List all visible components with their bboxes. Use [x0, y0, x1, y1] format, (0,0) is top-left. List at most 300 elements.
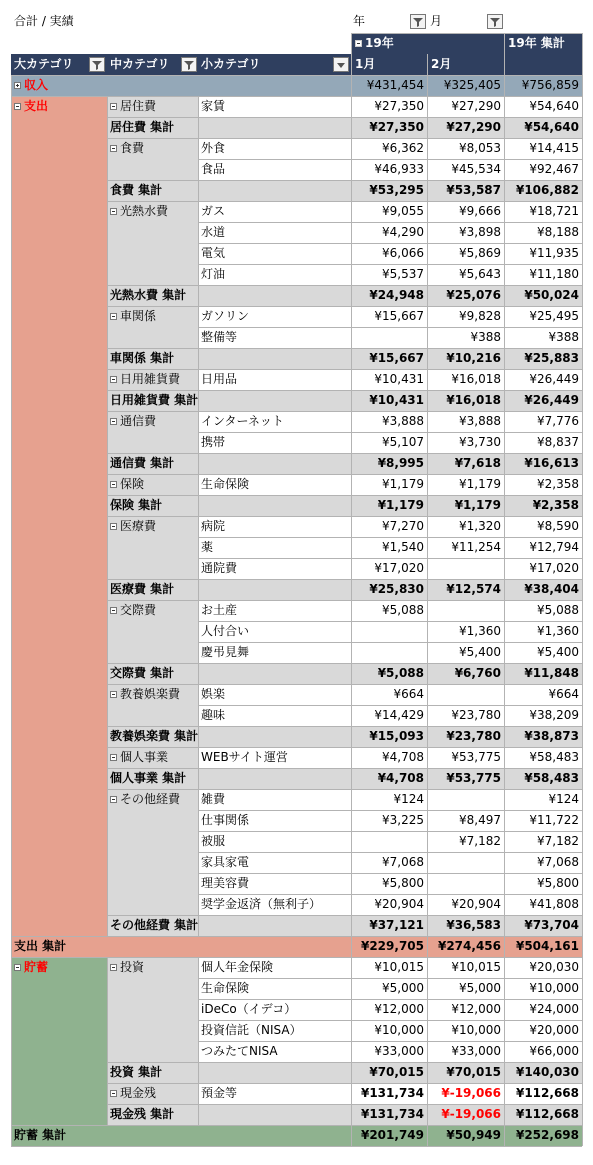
- subtotal-month-2: ¥36,583: [446, 918, 501, 932]
- grid-line: [198, 747, 582, 748]
- value-month-2: [427, 600, 504, 621]
- sub-category-cell[interactable]: 生命保険: [201, 981, 250, 995]
- sub-category-cell[interactable]: 家具家電: [201, 855, 250, 869]
- grid-line: [107, 411, 198, 412]
- value-total: ¥17,020: [529, 561, 579, 575]
- sub-category-cell[interactable]: iDeCo（イデコ）: [201, 1002, 297, 1016]
- sub-category-cell[interactable]: 携帯: [201, 435, 226, 449]
- subtotal-month-2: ¥10,216: [446, 351, 501, 365]
- grid-line: [198, 264, 582, 265]
- value-month-2: ¥33,000: [451, 1044, 501, 1058]
- grid-line: [198, 642, 582, 643]
- value-month-2: ¥23,780: [451, 708, 501, 722]
- grid-line: [107, 1062, 582, 1063]
- grid-line: [198, 516, 582, 517]
- sub-category-cell[interactable]: お土産: [201, 603, 238, 617]
- grid-line: [198, 810, 582, 811]
- value-month-2: ¥11,254: [451, 540, 501, 554]
- subtotal-month-1: ¥15,093: [369, 729, 424, 743]
- value-month-1: ¥131,734: [360, 1086, 424, 1100]
- year-header-cell[interactable]: [351, 33, 504, 54]
- grid-line: [427, 54, 428, 1146]
- month-header-2[interactable]: [427, 54, 504, 75]
- subtotal-month-1: ¥5,088: [377, 666, 424, 680]
- subtotal-total: ¥26,449: [524, 393, 579, 407]
- grid-line: [107, 957, 108, 1125]
- value-month-1: ¥10,015: [374, 960, 424, 974]
- subtotal-month-1: ¥15,667: [369, 351, 424, 365]
- year-total-label: 19年 集計: [508, 36, 565, 50]
- grand-total-total: ¥504,161: [515, 939, 579, 953]
- value-month-1: ¥17,020: [374, 561, 424, 575]
- grid-line: [198, 1041, 582, 1042]
- expand-icon[interactable]: [14, 82, 21, 89]
- mid-category-cell[interactable]: [107, 1083, 198, 1104]
- subtotal-total: ¥73,704: [524, 918, 579, 932]
- month-filter-button[interactable]: [487, 14, 503, 29]
- value-month-1: ¥7,270: [382, 519, 424, 533]
- grid-line: [107, 726, 582, 727]
- sub-category-cell[interactable]: 食品: [201, 162, 226, 176]
- month-header-1[interactable]: [351, 54, 427, 75]
- grid-line: [107, 495, 582, 496]
- mid-category-label: 教養娯楽費: [120, 687, 181, 701]
- subtotal-label[interactable]: 現金残 集計: [110, 1107, 175, 1121]
- filter-icon: [91, 59, 103, 71]
- subtotal-month-2: ¥16,018: [446, 393, 501, 407]
- mid-category-cell[interactable]: [107, 96, 198, 117]
- sub-category-cell[interactable]: インターネット: [201, 414, 284, 428]
- value-total: ¥8,590: [537, 519, 579, 533]
- subtotal-month-1: ¥24,948: [369, 288, 424, 302]
- expense-category-panel: [11, 96, 107, 936]
- expense-category-cell[interactable]: [14, 96, 48, 117]
- subtotal-month-1: ¥8,995: [377, 456, 424, 470]
- collapse-icon[interactable]: [355, 40, 362, 47]
- value-month-2: ¥27,290: [451, 99, 501, 113]
- value-month-2: ¥5,000: [459, 981, 501, 995]
- value-month-1: ¥33,000: [374, 1044, 424, 1058]
- collapse-icon[interactable]: [110, 418, 117, 425]
- value-month-1: ¥12,000: [374, 1002, 424, 1016]
- mid-category-cell[interactable]: [107, 138, 198, 159]
- subtotal-month-2: ¥7,618: [454, 456, 501, 470]
- subtotal-label[interactable]: 食費 集計: [110, 183, 163, 197]
- income-label-cell[interactable]: [14, 75, 48, 96]
- mid-category-cell[interactable]: [107, 684, 198, 705]
- income-label: 収入: [24, 78, 49, 92]
- value-total: ¥12,794: [529, 540, 579, 554]
- col-header-mid[interactable]: 中カテゴリ: [110, 57, 170, 71]
- value-month-2: ¥1,179: [459, 477, 501, 491]
- grid-line: [198, 705, 582, 706]
- grid-line: [107, 96, 108, 936]
- value-month-2: ¥3,888: [459, 414, 501, 428]
- income-m2: ¥325,405: [443, 78, 501, 92]
- mid-category-cell[interactable]: [107, 516, 198, 537]
- expense-label: 支出: [24, 99, 49, 113]
- subtotal-month-2: ¥70,015: [446, 1065, 501, 1079]
- major-category-filter-button[interactable]: [89, 57, 105, 72]
- subtotal-total: ¥112,668: [515, 1107, 579, 1121]
- value-total: ¥38,209: [529, 708, 579, 722]
- value-month-1: ¥124: [393, 792, 424, 806]
- grid-line: [107, 1104, 582, 1105]
- savings-category-cell[interactable]: [14, 957, 48, 978]
- grid-line: [198, 558, 582, 559]
- subtotal-total: ¥54,640: [524, 120, 579, 134]
- subtotal-month-1: ¥53,295: [369, 183, 424, 197]
- sub-category-cell[interactable]: 外食: [201, 141, 226, 155]
- grid-line: [198, 999, 582, 1000]
- value-total: ¥14,415: [529, 141, 579, 155]
- sub-category-cell[interactable]: 被服: [201, 834, 226, 848]
- grid-line: [11, 1146, 582, 1147]
- sub-category-cell[interactable]: 灯油: [201, 267, 226, 281]
- mid-category-cell[interactable]: [107, 957, 198, 978]
- mid-category-label: 個人事業: [120, 750, 169, 764]
- mid-category-cell[interactable]: [107, 789, 198, 810]
- grand-total-total: ¥252,698: [515, 1128, 579, 1142]
- collapse-icon[interactable]: [110, 523, 117, 530]
- subtotal-total: ¥25,883: [524, 351, 579, 365]
- grid-line: [11, 75, 582, 76]
- mid-category-label: 現金残: [120, 1086, 157, 1100]
- value-month-1: ¥5,800: [382, 876, 424, 890]
- mid-category-label: 光熱水費: [120, 204, 169, 218]
- sub-category-cell[interactable]: 仕事関係: [201, 813, 250, 827]
- sub-category-cell[interactable]: 整備等: [201, 330, 238, 344]
- value-month-2: ¥5,869: [459, 246, 501, 260]
- subtotal-month-2: ¥53,587: [446, 183, 501, 197]
- value-month-2: ¥8,497: [459, 813, 501, 827]
- mid-category-cell[interactable]: [107, 411, 198, 432]
- mid-category-label: 医療費: [120, 519, 157, 533]
- subtotal-total: ¥38,873: [524, 729, 579, 743]
- mid-category-label: 投資: [120, 960, 145, 974]
- grid-line: [504, 33, 505, 1146]
- value-total: ¥388: [548, 330, 579, 344]
- value-total: ¥92,467: [529, 162, 579, 176]
- grid-line: [198, 957, 582, 958]
- value-month-2: ¥3,898: [459, 225, 501, 239]
- value-month-1: ¥664: [393, 687, 424, 701]
- sub-category-cell[interactable]: 雑費: [201, 792, 226, 806]
- grid-line: [198, 894, 582, 895]
- collapse-icon[interactable]: [110, 1090, 117, 1097]
- mid-category-cell[interactable]: [107, 306, 198, 327]
- value-total: ¥25,495: [529, 309, 579, 323]
- subtotal-total: ¥11,848: [524, 666, 579, 680]
- year-total-header: [504, 33, 582, 75]
- grid-line: [107, 768, 582, 769]
- sub-category-dropdown-button[interactable]: [333, 57, 349, 72]
- month-field-label: 月: [430, 14, 443, 28]
- col-header-sub[interactable]: 小カテゴリ: [201, 57, 261, 71]
- grid-line: [198, 222, 582, 223]
- value-total: ¥124: [548, 792, 579, 806]
- subtotal-month-2: ¥-19,066: [441, 1107, 501, 1121]
- sub-category-cell[interactable]: 病院: [201, 519, 226, 533]
- value-total: ¥5,800: [537, 876, 579, 890]
- value-month-2: [427, 789, 504, 810]
- sub-category-cell[interactable]: 奨学金返済（無利子）: [201, 897, 322, 911]
- value-month-2: ¥5,643: [459, 267, 501, 281]
- value-month-1: ¥3,225: [382, 813, 424, 827]
- pivot-title: 合計 / 実績: [14, 14, 74, 28]
- grid-line: [107, 957, 198, 958]
- sub-category-cell[interactable]: WEBサイト運営: [201, 750, 288, 764]
- value-month-2: ¥1,320: [459, 519, 501, 533]
- grid-line: [107, 600, 198, 601]
- sub-category-cell[interactable]: 投資信託（NISA）: [201, 1023, 302, 1037]
- value-total: ¥54,640: [529, 99, 579, 113]
- mid-category-label: 食費: [120, 141, 145, 155]
- sub-category-cell[interactable]: 個人年金保険: [201, 960, 274, 974]
- subtotal-label[interactable]: 投資 集計: [110, 1065, 163, 1079]
- grid-line: [107, 138, 198, 139]
- collapse-icon[interactable]: [110, 145, 117, 152]
- grand-total-month-1: ¥229,705: [360, 939, 424, 953]
- grid-line: [107, 348, 582, 349]
- value-month-2: ¥8,053: [459, 141, 501, 155]
- value-total: ¥664: [548, 687, 579, 701]
- grid-line: [107, 201, 198, 202]
- subtotal-month-2: ¥12,574: [446, 582, 501, 596]
- income-m1: ¥431,454: [366, 78, 424, 92]
- subtotal-label[interactable]: 保険 集計: [110, 498, 163, 512]
- mid-category-cell[interactable]: [107, 747, 198, 768]
- sub-category-cell[interactable]: 薬: [201, 540, 214, 554]
- sub-category-cell[interactable]: 生命保険: [201, 477, 250, 491]
- sub-category-cell[interactable]: 日用品: [201, 372, 238, 386]
- sub-category-cell[interactable]: 電気: [201, 246, 226, 260]
- subtotal-label[interactable]: その他経費 集計: [110, 918, 199, 932]
- collapse-icon[interactable]: [110, 607, 117, 614]
- mid-category-label: 保険: [120, 477, 145, 491]
- mid-category-cell[interactable]: [107, 201, 198, 222]
- sub-category-cell[interactable]: 娯楽: [201, 687, 226, 701]
- sub-category-cell[interactable]: つみたてNISA: [201, 1044, 278, 1058]
- value-month-2: ¥53,775: [451, 750, 501, 764]
- grid-line: [198, 1083, 582, 1084]
- value-month-1: ¥10,431: [374, 372, 424, 386]
- mid-category-label: 交際費: [120, 603, 157, 617]
- grid-line: [198, 621, 582, 622]
- value-total: ¥26,449: [529, 372, 579, 386]
- value-total: ¥1,360: [537, 624, 579, 638]
- subtotal-label[interactable]: 医療費 集計: [110, 582, 175, 596]
- filter-icon: [183, 59, 195, 71]
- grid-line: [107, 579, 582, 580]
- sub-category-cell[interactable]: 水道: [201, 225, 226, 239]
- collapse-icon[interactable]: [110, 964, 117, 971]
- grand-total-month-1: ¥201,749: [360, 1128, 424, 1142]
- filter-icon: [412, 16, 424, 28]
- subtotal-month-1: ¥10,431: [369, 393, 424, 407]
- grand-total-month-2: ¥274,456: [437, 939, 501, 953]
- grid-line: [351, 33, 352, 1146]
- year-filter-button[interactable]: [410, 14, 426, 29]
- value-month-2: [427, 873, 504, 894]
- grid-line: [198, 306, 582, 307]
- subtotal-total: ¥16,613: [524, 456, 579, 470]
- grid-line: [107, 789, 198, 790]
- grand-total-label[interactable]: 貯蓄 集計: [14, 1128, 67, 1142]
- value-month-1: ¥5,537: [382, 267, 424, 281]
- grid-line: [107, 663, 582, 664]
- subtotal-month-2: ¥27,290: [446, 120, 501, 134]
- collapse-icon[interactable]: [110, 103, 117, 110]
- value-month-1: ¥7,068: [382, 855, 424, 869]
- value-total: ¥112,668: [515, 1086, 579, 1100]
- sub-category-cell[interactable]: 理美容費: [201, 876, 250, 890]
- subtotal-total: ¥140,030: [515, 1065, 579, 1079]
- value-month-1: ¥6,362: [382, 141, 424, 155]
- sub-category-cell[interactable]: 人付合い: [201, 624, 250, 638]
- sub-category-cell[interactable]: 通院費: [201, 561, 238, 575]
- sub-category-cell[interactable]: 家賃: [201, 99, 226, 113]
- grid-line: [198, 243, 582, 244]
- value-month-2: [427, 684, 504, 705]
- grand-total-label[interactable]: 支出 集計: [14, 939, 67, 953]
- month-1-label: 1月: [355, 57, 376, 71]
- collapse-icon[interactable]: [110, 796, 117, 803]
- value-total: ¥11,935: [529, 246, 579, 260]
- mid-category-label: 日用雑貨費: [120, 372, 181, 386]
- value-month-1: ¥5,088: [382, 603, 424, 617]
- grid-line: [107, 306, 198, 307]
- collapse-icon[interactable]: [110, 691, 117, 698]
- subtotal-total: ¥50,024: [524, 288, 579, 302]
- subtotal-month-1: ¥27,350: [369, 120, 424, 134]
- subtotal-label[interactable]: 教養娯楽費 集計: [110, 729, 199, 743]
- subtotal-month-2: ¥53,775: [446, 771, 501, 785]
- mid-category-label: 車関係: [120, 309, 157, 323]
- value-month-2: ¥9,828: [459, 309, 501, 323]
- sub-category-cell[interactable]: 慶弔見舞: [201, 645, 250, 659]
- value-total: ¥7,068: [537, 855, 579, 869]
- value-month-1: ¥20,904: [374, 897, 424, 911]
- sub-category-cell[interactable]: 預金等: [201, 1086, 238, 1100]
- grid-line: [198, 789, 582, 790]
- collapse-icon[interactable]: [110, 313, 117, 320]
- value-total: ¥2,358: [537, 477, 579, 491]
- value-month-2: ¥10,000: [451, 1023, 501, 1037]
- grid-line: [351, 33, 582, 34]
- savings-label: 貯蓄: [24, 960, 49, 974]
- value-month-2: ¥3,730: [459, 435, 501, 449]
- grid-line: [198, 201, 582, 202]
- value-total: ¥11,722: [529, 813, 579, 827]
- subtotal-label[interactable]: 光熱水費 集計: [110, 288, 187, 302]
- collapse-icon[interactable]: [14, 103, 21, 110]
- grid-line: [198, 537, 582, 538]
- collapse-icon[interactable]: [110, 481, 117, 488]
- collapse-icon[interactable]: [14, 964, 21, 971]
- value-total: ¥7,182: [537, 834, 579, 848]
- subtotal-month-2: ¥23,780: [446, 729, 501, 743]
- grid-line: [198, 978, 582, 979]
- sub-category-cell[interactable]: ガス: [201, 204, 226, 218]
- value-month-2: ¥-19,066: [441, 1086, 501, 1100]
- subtotal-month-1: ¥70,015: [369, 1065, 424, 1079]
- value-total: ¥18,721: [529, 204, 579, 218]
- mid-category-cell[interactable]: [107, 600, 198, 621]
- subtotal-label[interactable]: 車関係 集計: [110, 351, 175, 365]
- sub-category-cell[interactable]: ガソリン: [201, 309, 250, 323]
- grid-line: [198, 474, 582, 475]
- value-month-1: [351, 642, 427, 663]
- value-total: ¥24,000: [529, 1002, 579, 1016]
- chevron-down-icon: [335, 59, 347, 71]
- collapse-icon[interactable]: [110, 376, 117, 383]
- subtotal-label[interactable]: 通信費 集計: [110, 456, 175, 470]
- value-month-1: ¥5,000: [382, 981, 424, 995]
- collapse-icon[interactable]: [110, 754, 117, 761]
- subtotal-label[interactable]: 個人事業 集計: [110, 771, 187, 785]
- subtotal-total: ¥38,404: [524, 582, 579, 596]
- subtotal-month-2: ¥25,076: [446, 288, 501, 302]
- subtotal-month-2: ¥6,760: [454, 666, 501, 680]
- mid-category-label: その他経費: [120, 792, 181, 806]
- subtotal-label[interactable]: 日用雑貨費 集計: [110, 393, 199, 407]
- year-header-label: 19年: [365, 36, 394, 50]
- value-month-1: ¥15,667: [374, 309, 424, 323]
- sub-category-cell[interactable]: 趣味: [201, 708, 226, 722]
- savings-category-panel: [11, 957, 107, 1125]
- value-month-2: ¥5,400: [459, 645, 501, 659]
- grid-line: [107, 285, 582, 286]
- grid-line: [107, 747, 198, 748]
- value-month-2: [427, 852, 504, 873]
- grid-line: [198, 327, 582, 328]
- grid-line: [198, 369, 582, 370]
- subtotal-month-1: ¥4,708: [377, 771, 424, 785]
- value-month-1: ¥5,107: [382, 435, 424, 449]
- month-2-label: 2月: [431, 57, 452, 71]
- value-month-2: ¥45,534: [451, 162, 501, 176]
- value-total: ¥41,808: [529, 897, 579, 911]
- value-total: ¥10,000: [529, 981, 579, 995]
- subtotal-label[interactable]: 交際費 集計: [110, 666, 175, 680]
- value-month-2: ¥12,000: [451, 1002, 501, 1016]
- grid-line: [582, 33, 583, 1146]
- value-month-1: ¥3,888: [382, 414, 424, 428]
- value-total: ¥7,776: [537, 414, 579, 428]
- collapse-icon[interactable]: [110, 208, 117, 215]
- mid-category-filter-button[interactable]: [181, 57, 197, 72]
- col-header-major[interactable]: 大カテゴリ: [14, 57, 74, 71]
- subtotal-total: ¥106,882: [515, 183, 579, 197]
- grid-line: [11, 96, 582, 97]
- value-total: ¥20,030: [529, 960, 579, 974]
- grid-line: [198, 852, 582, 853]
- mid-category-cell[interactable]: [107, 369, 198, 390]
- value-month-1: ¥14,429: [374, 708, 424, 722]
- grid-line: [107, 369, 198, 370]
- mid-category-cell[interactable]: [107, 474, 198, 495]
- grid-line: [107, 180, 582, 181]
- grid-line: [107, 474, 198, 475]
- value-month-2: ¥10,015: [451, 960, 501, 974]
- year-field-label: 年: [353, 14, 366, 28]
- value-total: ¥20,000: [529, 1023, 579, 1037]
- grid-line: [107, 1083, 198, 1084]
- grid-line: [198, 873, 582, 874]
- value-month-2: ¥9,666: [459, 204, 501, 218]
- subtotal-label[interactable]: 居住費 集計: [110, 120, 175, 134]
